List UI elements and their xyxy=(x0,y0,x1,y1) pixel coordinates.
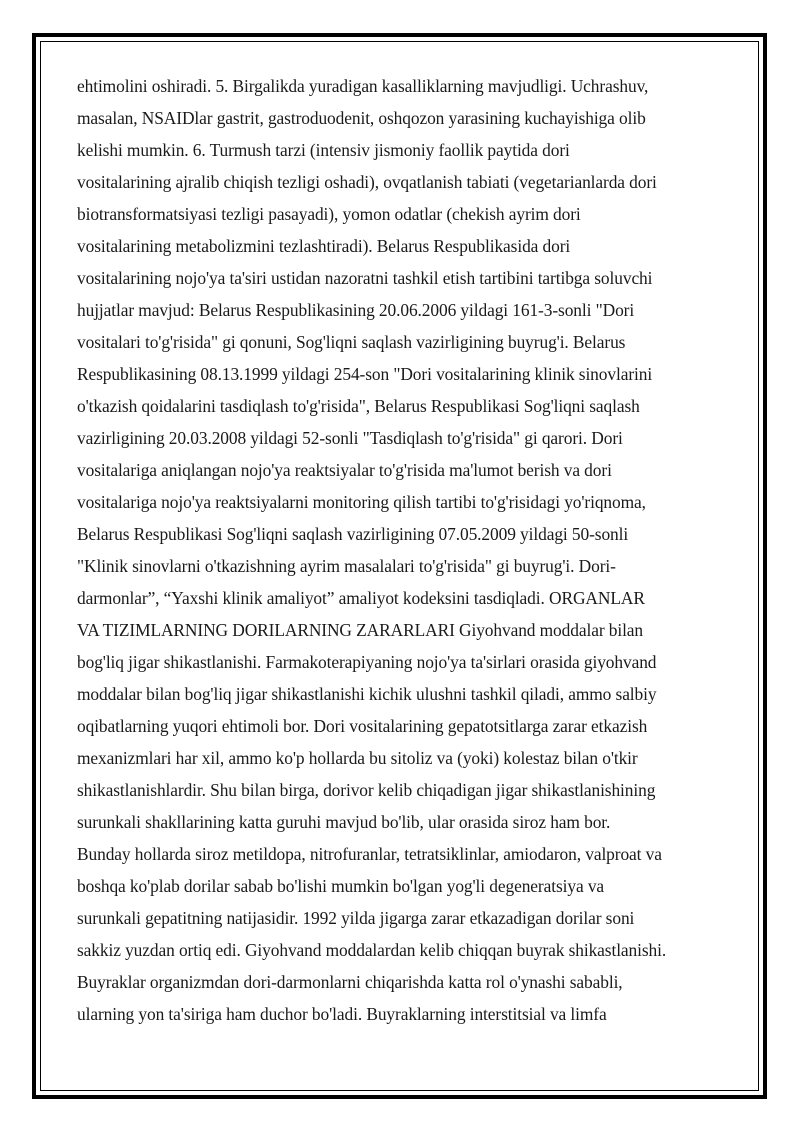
text-line: hujjatlar mavjud: Belarus Respublikasining 20.06.2006 yildagi 161-3-sonli "Dori xyxy=(77,300,635,320)
text-line: masalan, NSAIDlar gastrit, gastroduodenit, oshqozon yarasining kuchayishiga olib xyxy=(77,108,646,128)
text-line: ehtimolini oshiradi. 5. Birgalikda yuradigan kasalliklarning mavjudligi. Uchrashuv, xyxy=(77,76,649,96)
text-line: darmonlar”, “Yaxshi klinik amaliyot” amaliyot kodeksini tasdiqladi. ORGANLAR xyxy=(77,588,645,608)
text-line: kelishi mumkin. 6. Turmush tarzi (intensiv jismoniy faollik paytida dori xyxy=(77,140,570,160)
text-line: vositalarining metabolizmini tezlashtiradi). Belarus Respublikasida dori xyxy=(77,236,571,256)
text-line: moddalar bilan bog'liq jigar shikastlanishi kichik ulushni tashkil qiladi, ammo salbiy xyxy=(77,684,657,704)
text-line: "Klinik sinovlarni o'tkazishning ayrim masalalari to'g'risida" gi buyrug'i. Dori- xyxy=(77,556,616,576)
text-line: vositalariga aniqlangan nojo'ya reaktsiyalar to'g'risida ma'lumot berish va dori xyxy=(77,460,612,480)
text-line: Belarus Respublikasi Sog'liqni saqlash vazirligining 07.05.2009 yildagi 50-sonli xyxy=(77,524,629,544)
text-line: mexanizmlari har xil, ammo ko'p hollarda bu sitoliz va (yoki) kolestaz bilan o'tkir xyxy=(77,748,638,768)
text-line: o'tkazish qoidalarini tasdiqlash to'g'risida", Belarus Respublikasi Sog'liqni saqlash xyxy=(77,396,640,416)
text-line: vositalariga nojo'ya reaktsiyalarni monitoring qilish tartibi to'g'risidagi yo'riqnoma, xyxy=(77,492,646,512)
text-line: vositalarining ajralib chiqish tezligi oshadi), ovqatlanish tabiati (vegetarianlarda dori xyxy=(77,172,657,192)
text-line: VA TIZIMLARNING DORILARNING ZARARLARI Giyohvand moddalar bilan xyxy=(77,620,644,640)
text-line: vazirligining 20.03.2008 yildagi 52-sonli "Tasdiqlash to'g'risida" gi qarori. Dori xyxy=(77,428,623,448)
text-line: Buyraklar organizmdan dori-darmonlarni chiqarishda katta rol o'ynashi sababli, xyxy=(77,972,623,992)
text-line: sakkiz yuzdan ortiq edi. Giyohvand moddalardan kelib chiqqan buyrak shikastlanishi. xyxy=(77,940,667,960)
text-line: ularning yon ta'siriga ham duchor bo'ladi. Buyraklarning interstitsial va limfa xyxy=(77,1004,607,1024)
text-line: Respublikasining 08.13.1999 yildagi 254-son "Dori vositalarining klinik sinovlarini xyxy=(77,364,653,384)
text-line: Bunday hollarda siroz metildopa, nitrofuranlar, tetratsiklinlar, amiodaron, valproat va xyxy=(77,844,662,864)
text-line: shikastlanishlardir. Shu bilan birga, dorivor kelib chiqadigan jigar shikastlanishining xyxy=(77,780,656,800)
text-line: vositalari to'g'risida" gi qonuni, Sog'liqni saqlash vazirligining buyrug'i. Belarus xyxy=(77,332,626,352)
text-line: surunkali gepatitning natijasidir. 1992 yilda jigarga zarar etkazadigan dorilar soni xyxy=(77,908,635,928)
text-line: oqibatlarning yuqori ehtimoli bor. Dori vositalarining gepatotsitlarga zarar etkazish xyxy=(77,716,648,736)
text-line: vositalarining nojo'ya ta'siri ustidan nazoratni tashkil etish tartibini tartibga soluvchi xyxy=(77,268,653,288)
text-line: surunkali shakllarining katta guruhi mavjud bo'lib, ular orasida siroz ham bor. xyxy=(77,812,611,832)
text-line: biotransformatsiyasi tezligi pasayadi), yomon odatlar (chekish ayrim dori xyxy=(77,204,581,224)
text-line: bog'liq jigar shikastlanishi. Farmakoterapiyaning nojo'ya ta'sirlari orasida giyohvand xyxy=(77,652,657,672)
body-text xyxy=(77,73,717,1033)
text-line: boshqa ko'plab dorilar sabab bo'lishi mumkin bo'lgan yog'li degeneratsiya va xyxy=(77,876,605,896)
